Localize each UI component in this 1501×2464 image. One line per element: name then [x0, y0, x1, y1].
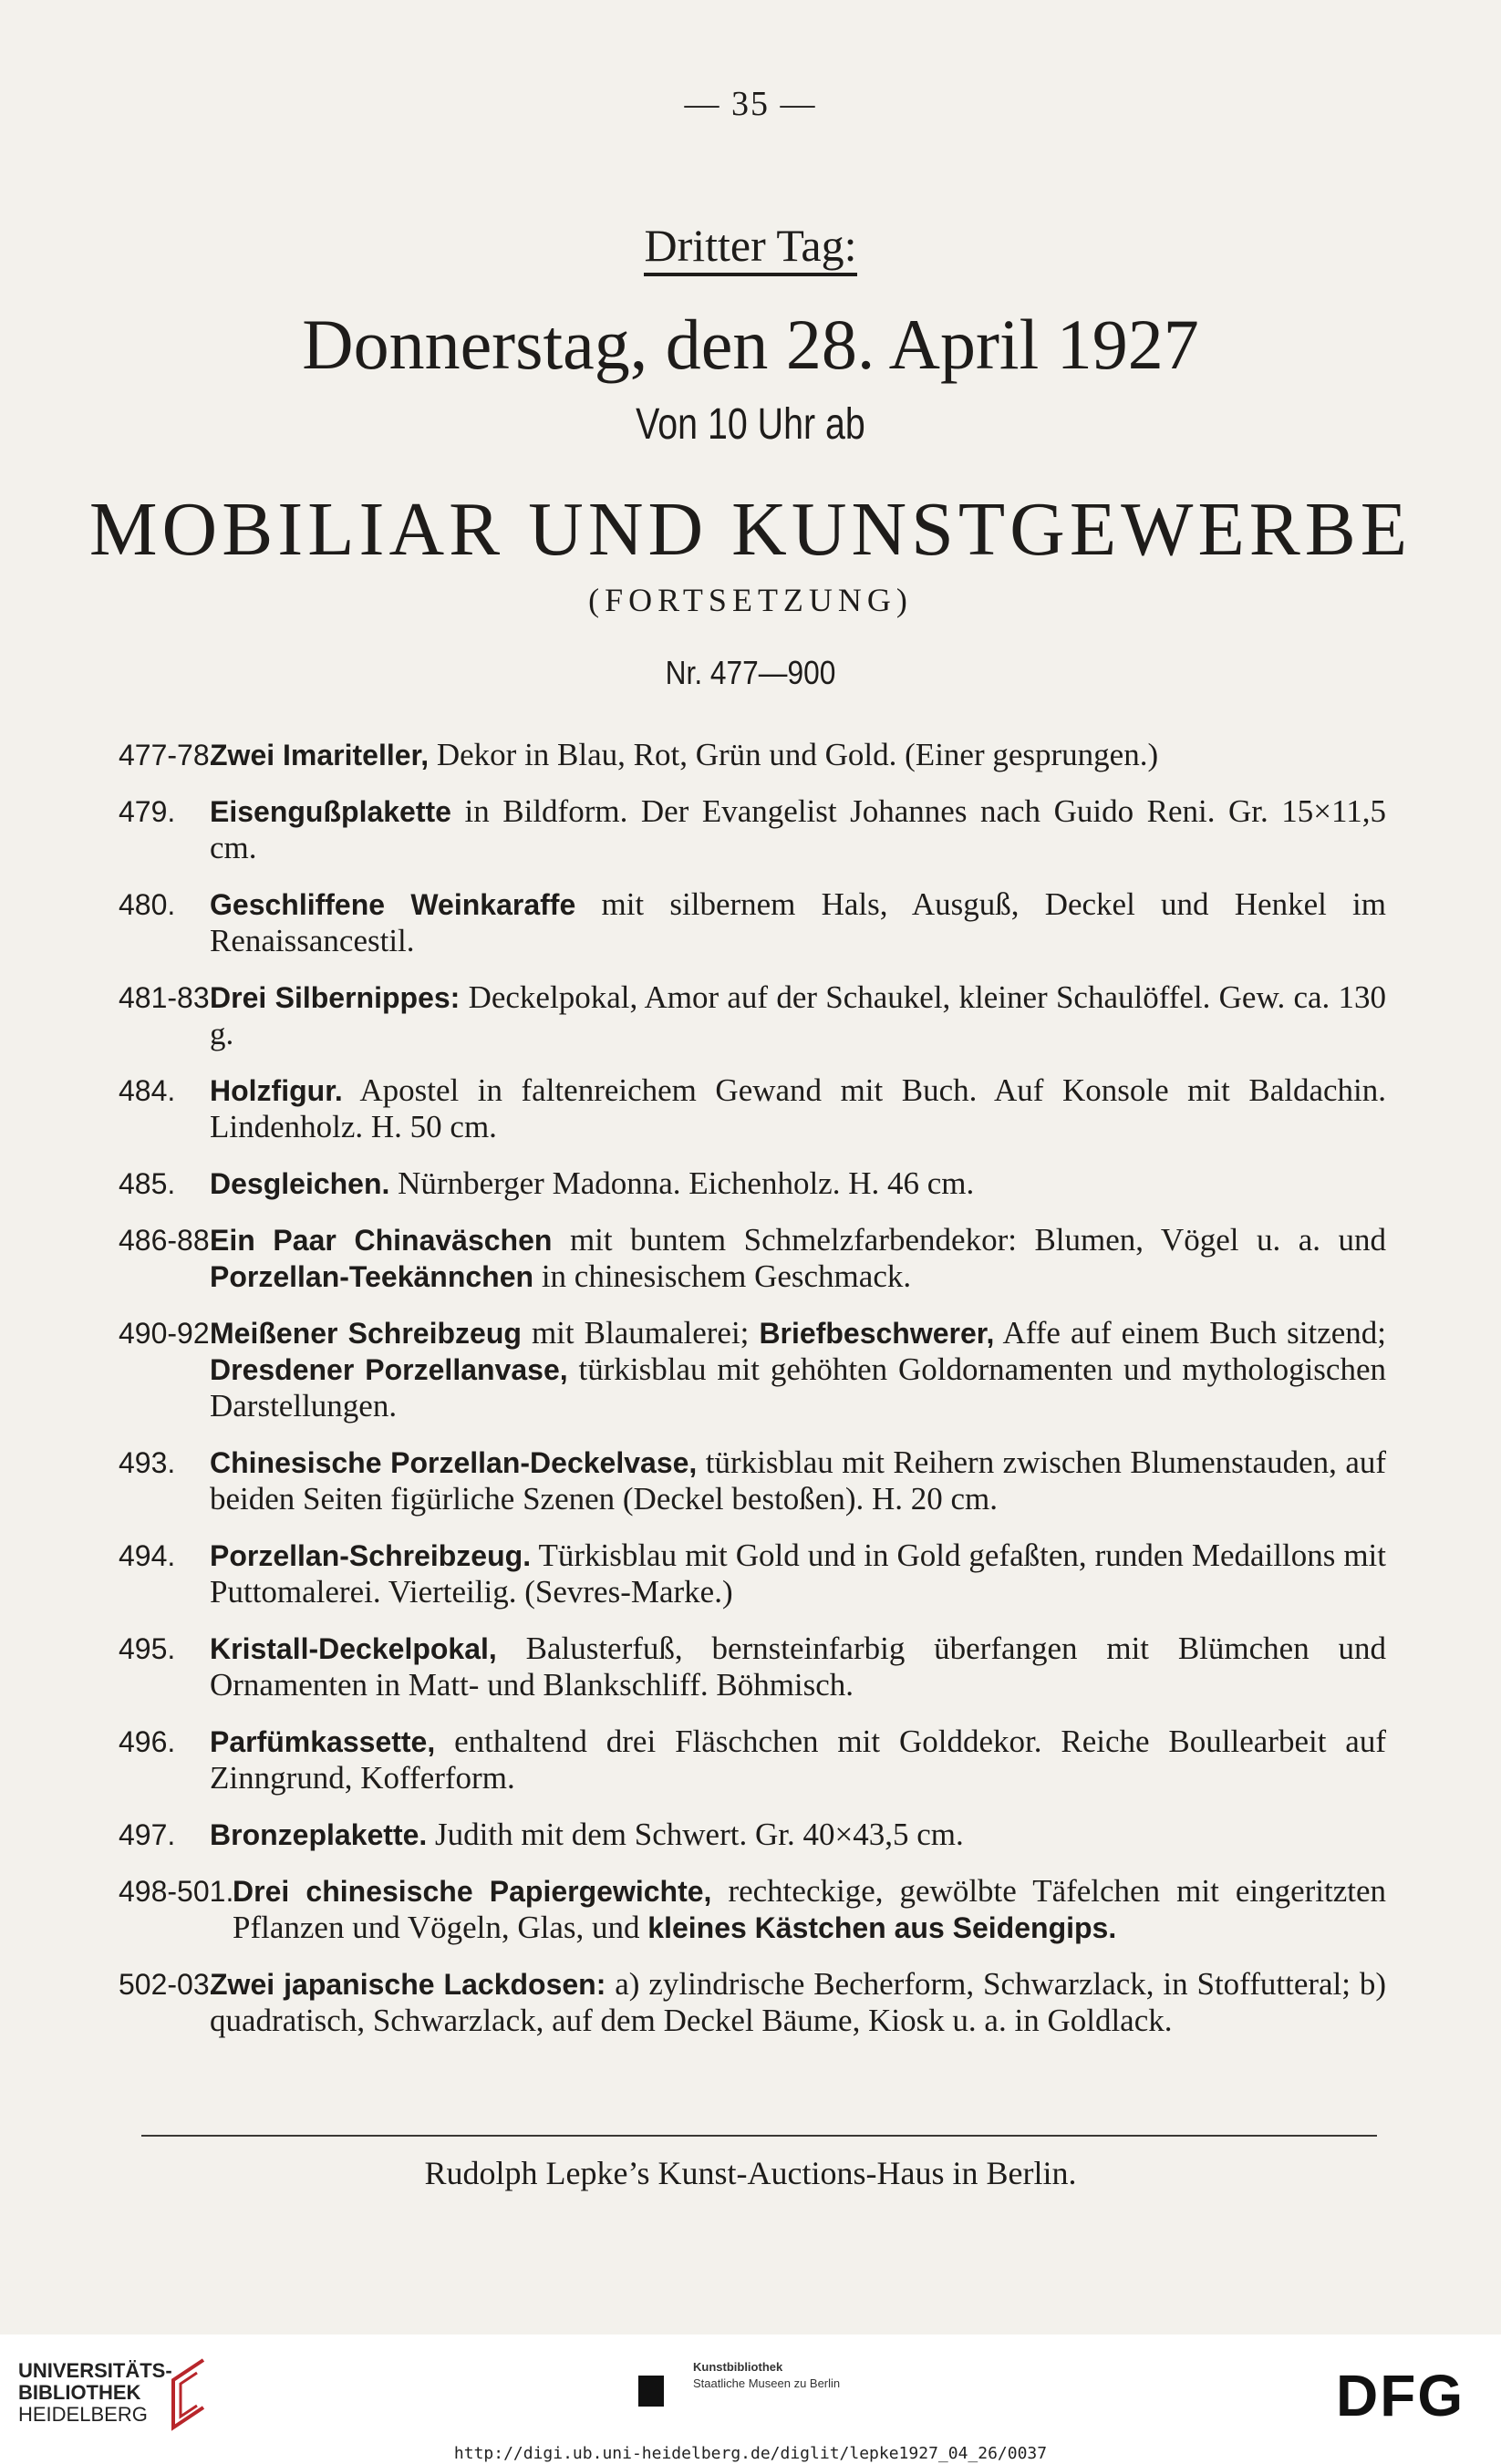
lot-description	[210, 1165, 1386, 1202]
lot-text: in Bildform. Der Evangelist Johannes nach Guido Reni. Gr. 15×11,5 cm.	[210, 793, 1386, 865]
lot-text: in chinesischem Geschmack.	[533, 1258, 912, 1294]
lot-text: mit silbernem Hals, Ausguß, Deckel und Henkel im Renaissancestil.	[210, 886, 1387, 958]
lot-entry	[119, 1631, 1386, 1703]
lot-description	[210, 1444, 1386, 1517]
lot-number: 490-92.	[119, 1317, 218, 1350]
lot-title: Dresdener Porzellanvase,	[210, 1353, 568, 1386]
lot-text: Apostel in faltenreichem Gewand mit Buch. Auf Konsole mit Baldachin. Lindenholz. H. 50 cm.	[210, 1072, 1386, 1144]
footer-text: Rudolph Lepke’s Kunst-Auctions-Haus in Berlin.	[424, 2155, 1077, 2191]
lot-number: 477-78.	[119, 739, 218, 771]
lot-number: 494.	[119, 1539, 176, 1572]
lot-number: 502-03.	[119, 1968, 218, 2001]
lot-entry	[119, 1873, 1386, 1946]
lot-entry	[119, 1966, 1386, 2039]
lot-title: Chinesische Porzellan-Deckelvase,	[210, 1446, 698, 1479]
kb-line-2: Staatliche Museen zu Berlin	[693, 2376, 841, 2390]
lot-description	[210, 737, 1386, 773]
lot-text: enthaltend drei Fläschchen mit Golddekor. Reiche Boullearbeit auf Zinngrund, Kofferform.	[210, 1724, 1386, 1796]
lot-text: Judith mit dem Schwert. Gr. 40×43,5 cm.	[427, 1817, 964, 1852]
kb-line-1: Kunstbibliothek	[693, 2360, 783, 2374]
lot-title: Ein Paar Chinaväschen	[210, 1224, 553, 1257]
lot-title: Zwei Imariteller,	[210, 739, 430, 771]
lot-description	[210, 979, 1386, 1052]
lot-number: 479.	[119, 795, 176, 828]
lot-entry	[119, 1222, 1386, 1295]
lot-title: Meißener Schreibzeug	[210, 1317, 522, 1350]
lot-description	[210, 1724, 1386, 1796]
lot-description	[210, 1631, 1386, 1703]
page-number: — 35 —	[684, 85, 817, 123]
lot-entry	[119, 979, 1386, 1052]
lot-number: 497.	[119, 1818, 176, 1851]
uni-line-2: BIBLIOTHEK	[18, 2381, 141, 2404]
lot-entry	[119, 886, 1386, 959]
lot-entry	[119, 1817, 1386, 1853]
lot-number: 498-501.	[119, 1875, 234, 1908]
lot-entry	[119, 1165, 1386, 1202]
time-line: Von 10 Uhr ab	[636, 400, 865, 449]
uni-logo-icon	[162, 2353, 208, 2435]
lot-title: Porzellan-Teekännchen	[210, 1260, 534, 1293]
lot-range: Nr. 477—900	[665, 654, 836, 691]
lot-text: mit buntem Schmelzfarbendekor: Blumen, Vögel u. a. und	[552, 1222, 1387, 1258]
lot-text: Dekor in Blau, Rot, Grün und Gold. (Einer gesprungen.)	[429, 737, 1159, 772]
lot-entry	[119, 793, 1386, 866]
lot-number: 484.	[119, 1074, 176, 1107]
lot-title: Desgleichen.	[210, 1167, 390, 1200]
lot-title: Kristall-Deckelpokal,	[210, 1632, 497, 1665]
lot-title: Parfümkassette,	[210, 1725, 436, 1758]
lot-number: 493.	[119, 1446, 176, 1479]
lot-text: a) zylindrische Becherform, Schwarzlack, in Stoffutteral; b) quadratisch, Schwarzlack, auf dem Deckel Bäume, Kiosk u. a. in Goldlack.	[210, 1966, 1387, 2038]
lot-text: mit Blaumalerei;	[521, 1315, 760, 1351]
date-heading: Donnerstag, den 28. April 1927	[302, 305, 1199, 384]
catalog-subhead: (FORTSETZUNG)	[588, 582, 913, 618]
day-heading-text: Dritter Tag:	[644, 220, 856, 276]
lot-entry	[119, 1315, 1386, 1424]
lot-number: 496.	[119, 1725, 176, 1758]
dfg-logo[interactable]: DFG	[1336, 2363, 1465, 2428]
lot-title: Drei Silbernippes:	[210, 981, 461, 1014]
lot-description	[210, 793, 1386, 866]
lot-text: Balusterfuß, bernsteinfarbig überfangen mit Blümchen und Ornamenten in Matt- und Blankschliff. Böhmisch.	[210, 1631, 1386, 1703]
lot-description	[233, 1873, 1386, 1946]
lot-text: türkisblau mit gehöhten Goldornamenten und mythologischen Darstellungen.	[210, 1351, 1386, 1424]
lot-description	[210, 1537, 1386, 1610]
lot-title: Holzfigur.	[210, 1074, 343, 1107]
lot-description	[210, 1817, 1386, 1853]
uni-heidelberg-logo[interactable]	[18, 2360, 172, 2426]
lot-title: Briefbeschwerer,	[759, 1317, 995, 1350]
lot-entry	[119, 1072, 1386, 1145]
uni-line-1: UNIVERSITÄTS-	[18, 2359, 172, 2382]
lot-entry	[119, 737, 1386, 773]
lot-description	[210, 1222, 1386, 1295]
lot-entry	[119, 1724, 1386, 1796]
lot-number: 485.	[119, 1167, 176, 1200]
lot-entry	[119, 1537, 1386, 1610]
lot-number: 486-88.	[119, 1224, 218, 1257]
lot-title: Bronzeplakette.	[210, 1818, 428, 1851]
lot-title: Porzellan-Schreibzeug.	[210, 1539, 532, 1572]
lot-entry	[119, 1444, 1386, 1517]
lot-text: Affe auf einem Buch sitzend;	[994, 1315, 1386, 1351]
day-heading	[0, 219, 1501, 272]
lot-number: 481-83.	[119, 981, 218, 1014]
lot-description	[210, 1072, 1386, 1145]
lot-number: 480.	[119, 888, 176, 921]
lot-title: Drei chinesische Papiergewichte,	[233, 1875, 712, 1908]
lot-description	[210, 1315, 1386, 1424]
lot-title: kleines Kästchen aus Seidengips.	[647, 1911, 1117, 1944]
kunstbibliothek-logo[interactable]	[693, 2359, 840, 2392]
lot-title: Zwei japanische Lackdosen:	[210, 1968, 606, 2001]
catalog-headline: MOBILIAR UND KUNSTGEWERBE	[88, 487, 1413, 572]
lot-text: Deckelpokal, Amor auf der Schaukel, kleiner Schaulöffel. Gew. ca. 130 g.	[210, 979, 1387, 1051]
kunstbibliothek-logo-icon	[638, 2376, 664, 2407]
lot-description	[210, 886, 1386, 959]
lot-list	[119, 737, 1386, 2059]
lot-text: Nürnberger Madonna. Eichenholz. H. 46 cm.	[389, 1165, 975, 1201]
footer-rule	[141, 2135, 1377, 2137]
lot-number: 495.	[119, 1632, 176, 1665]
lot-description	[210, 1966, 1386, 2039]
uni-line-3: HEIDELBERG	[18, 2403, 148, 2426]
lot-title: Geschliffene Weinkaraffe	[210, 888, 576, 921]
lot-title: Eisengußplakette	[210, 795, 451, 828]
source-url[interactable]: http://digi.ub.uni-heidelberg.de/diglit/lepke1927_04_26/0037	[453, 2444, 1048, 2463]
lot-text: türkisblau mit Reihern zwischen Blumenstauden, auf beiden Seiten figürliche Szenen (Deckel bestoßen). H. 20 cm.	[210, 1444, 1387, 1517]
lot-text: Türkisblau mit Gold und in Gold gefaßten, runden Medaillons mit Puttomalerei. Vierteilig. (Sevres-Marke.)	[210, 1537, 1386, 1610]
lot-text: rechteckige, gewölbte Täfelchen mit eingeritzten Pflanzen und Vögeln, Glas, und	[233, 1873, 1387, 1945]
